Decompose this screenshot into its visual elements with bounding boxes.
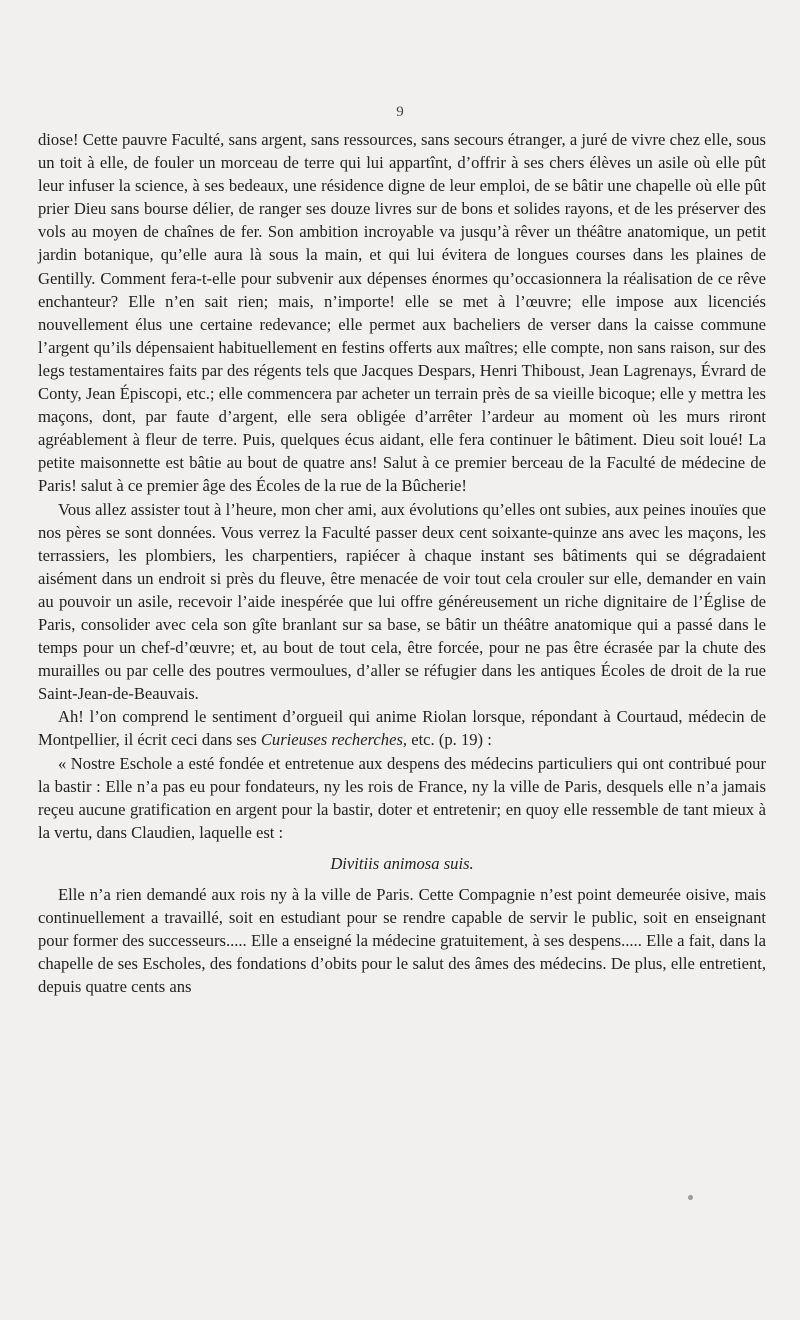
paragraph-3-reference: etc. (p. 19) :	[407, 730, 492, 750]
quotation-paragraph: « Nostre Eschole a esté fondée et entretenue aux despens des médecins particuliers qui ont contribué pour la bastir : Elle n’a pas eu pour fondateurs, ny les rois de France, ny la ville de Paris, desquels elle n’a jamais reçeu aucune gratification en argent pour la bastir, doter et entretenir; en quoy elle ressemble de tant mieux à la vertu, dans Claudien, laquelle est :	[38, 753, 766, 842]
ink-speck	[688, 1195, 693, 1200]
body-text	[38, 128, 766, 998]
latin-motto: Divitiis animosa suis.	[330, 853, 474, 873]
cited-book-title: Curieuses recherches,	[260, 730, 408, 750]
paragraph-3-intro: Ah! l’on comprend le sentiment d’orgueil qui anime Riolan lorsque, répondant à Courtaud, médecin de Montpellier, il écrit ceci dans ses	[38, 707, 766, 750]
page-number: 9	[396, 104, 404, 120]
paragraph-1: diose! Cette pauvre Faculté, sans argent, sans ressources, sans secours étranger, a juré de vivre chez elle, sous un toit à elle, de fouler un morceau de terre qui lui appartînt, d’offrir à ses chers élèves un asile où elle pût leur infuser la science, à ses bedeaux, une résidence digne de leur emploi, de se bâtir une chapelle où elle pût prier Dieu sans bourse délier, de ranger ses douze livres sur de bons et solides rayons, et de les préserver des vols au moyen de chaînes de fer. Son ambition incroyable va jusqu’à rêver un théâtre anatomique, un petit jardin botanique, qu’elle aura là sous la main, et qui lui évitera de longues courses dans les plaines de Gentilly. Comment fera-t-elle pour subvenir aux dépenses énormes qu’occasionnera la réalisation de ce rêve enchanteur? Elle n’en sait rien; mais, n’importe! elle se met à l’œuvre; elle impose aux licenciés nouvellement élus une certaine redevance; elle permet aux bacheliers de verser dans la caisse commune l’argent qu’ils dépensaient habituellement en festins offerts aux maîtres; elle compte, non sans raison, sur des legs testamentaires faits par des régents tels que Jacques Despars, Henri Thiboust, Jean Lagrenays, Évrard de Conty, Jean Épiscopi, etc.; elle commencera par acheter un terrain près de sa vieille bicoque; elle y mettra les maçons, dont, par faute d’argent, elle sera obligée d’arrêter l’ardeur au moment où les murs riront agréablement à fleur de terre. Puis, quelques écus aidant, elle fera continuer le bâtiment. Dieu soit loué! La petite maisonnette est bâtie au bout de quatre ans! Salut à ce premier berceau de la Faculté de médecine de Paris! salut à ce premier âge des Écoles de la rue de la Bûcherie!	[38, 130, 766, 496]
paragraph-3	[38, 705, 766, 751]
paragraph-5: Elle n’a rien demandé aux rois ny à la ville de Paris. Cette Compagnie n’est point demeurée oisive, mais continuellement a travaillé, soit en estudiant pour se rendre capable de servir le public, soit en enseignant pour former des successeurs..... Elle a enseigné la médecine gratuitement, à ses despens..... Elle a fait, dans la chapelle de ses Escholes, des fondations d’obits pour le salut des âmes des médecins. De plus, elle entretient, depuis quatre cents ans	[38, 885, 766, 997]
paragraph-2: Vous allez assister tout à l’heure, mon cher ami, aux évolutions qu’elles ont subies, aux peines inouïes que nos pères se sont données. Vous verrez la Faculté passer deux cent soixante-quinze ans avec les maçons, les terrassiers, les plombiers, les charpentiers, rapiécer à chaque instant ses bâtiments qui se dégradaient aisément dans un endroit si près du fleuve, être menacée de voir tout cela crouler sur elle, demander en vain au pouvoir un asile, recevoir l’aide inespérée que lui offre généreusement un riche dignitaire de l’Église de Paris, consolider avec cela son gîte branlant sur sa base, se bâtir un théâtre anatomique qui a passé dans le temps pour un chef-d’œuvre; et, au bout de tout cela, être forcée, pour ne pas être écrasée par la chute des murailles ou par celle des poutres vermoulues, d’aller se réfugier dans les antiques Écoles de droit de la rue Saint-Jean-de-Beauvais.	[38, 499, 766, 704]
